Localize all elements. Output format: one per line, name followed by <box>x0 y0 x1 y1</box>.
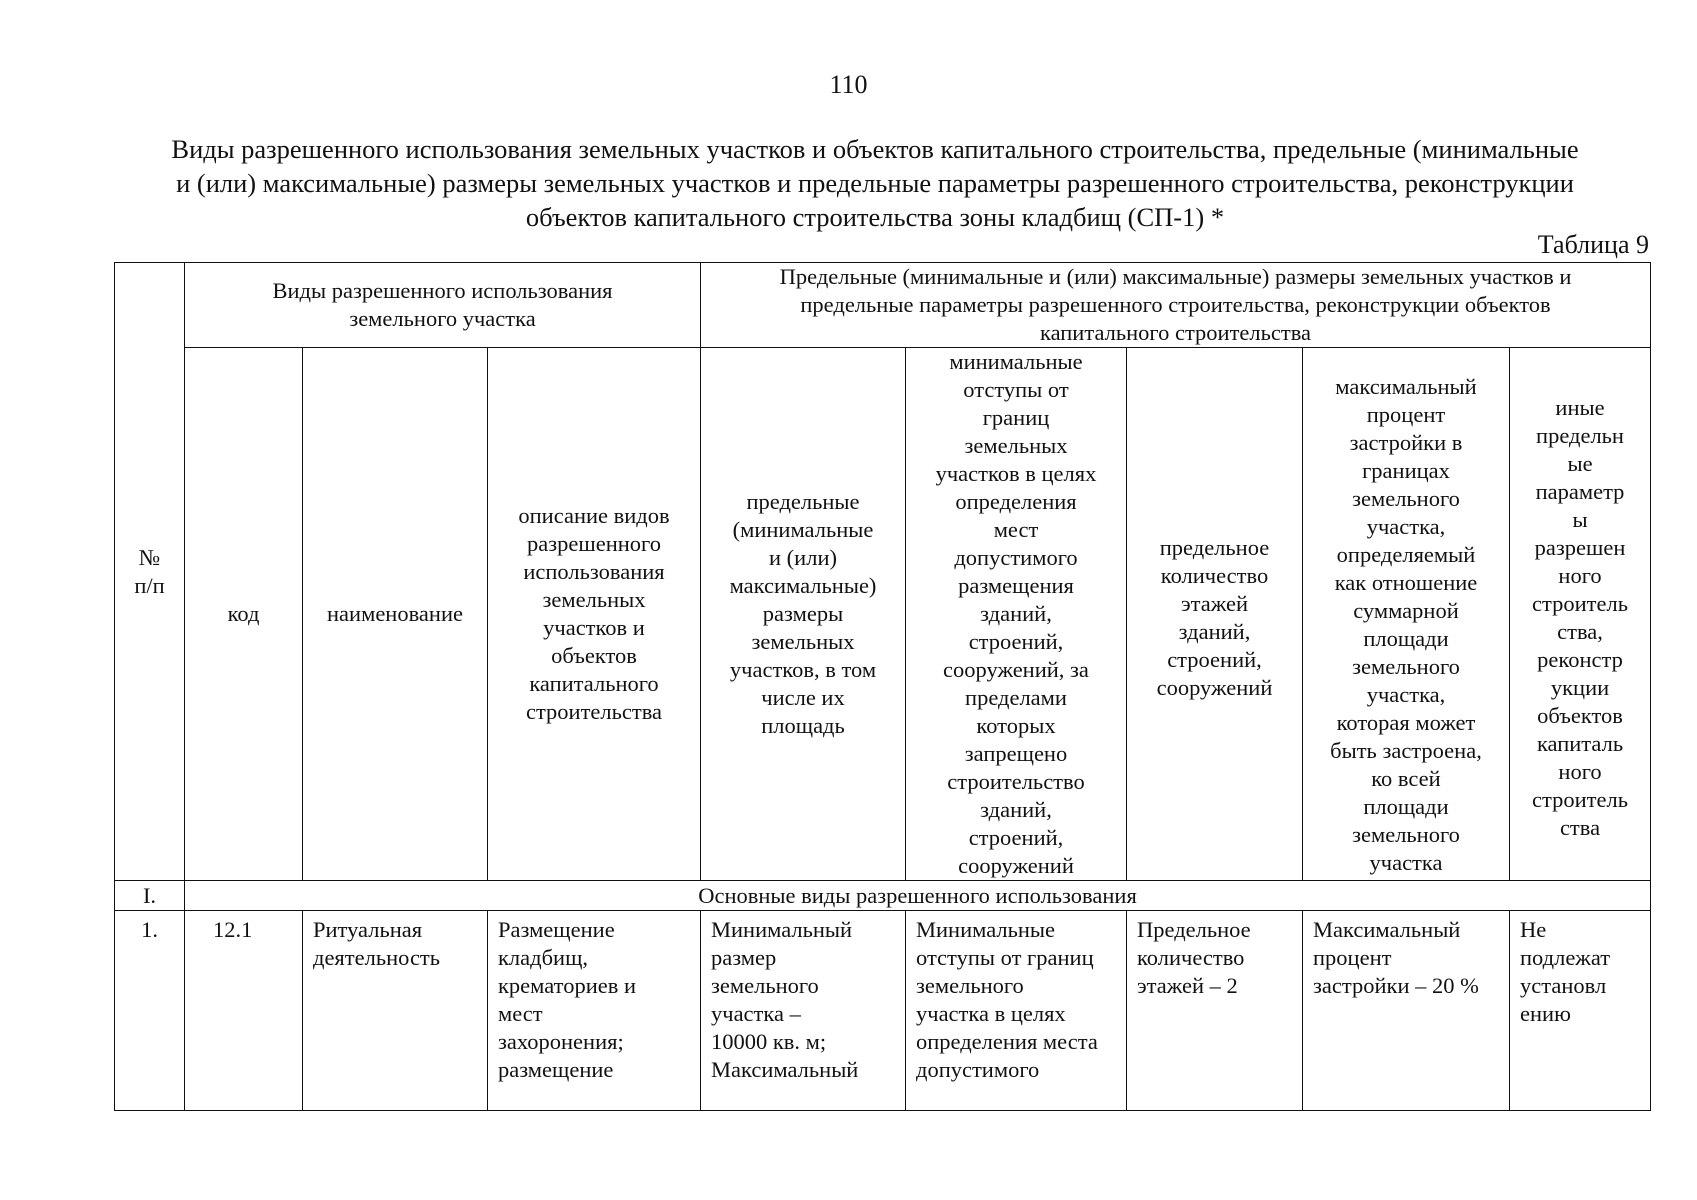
page-number: 110 <box>829 70 868 99</box>
header-cell-coverage <box>1303 348 1510 881</box>
header-text: участков, в том <box>729 657 877 682</box>
cell-text: Предельное <box>1137 917 1251 942</box>
header-text: укции <box>1550 675 1610 700</box>
header-cell-limit-parameters <box>701 263 1651 348</box>
header-text: как отношение <box>1334 570 1478 595</box>
section-number: I. <box>115 881 185 911</box>
header-text: участков в целях <box>935 461 1097 486</box>
row-floors <box>1127 911 1303 1111</box>
header-text: числе их <box>761 685 845 710</box>
header-text: земельного участка <box>349 306 536 331</box>
header-text: застройки в <box>1349 430 1463 455</box>
header-text: процент <box>1366 402 1446 427</box>
header-text: отступы от <box>963 377 1069 402</box>
row-number: 1. <box>115 911 185 1111</box>
header-text: зданий, <box>1178 619 1251 644</box>
header-text: границах <box>1362 458 1450 483</box>
cell-text: процент <box>1313 945 1392 970</box>
row-other-parameters <box>1510 911 1651 1111</box>
header-cell-description <box>488 348 701 881</box>
header-text: ы <box>1572 507 1588 532</box>
title-line: объектов капитального строительства зоны кладбищ (СП-1) * <box>525 202 1225 232</box>
header-cell-name: наименование <box>303 348 488 881</box>
cell-text: участка в целях <box>916 1001 1066 1026</box>
header-text: максимальные) <box>729 573 877 598</box>
header-text: земельных <box>542 587 646 612</box>
land-use-table <box>114 262 1651 1111</box>
header-text: строений, <box>968 629 1064 654</box>
header-text: № <box>138 544 161 570</box>
header-text: максимальный <box>1335 374 1477 399</box>
header-text: иные <box>1555 395 1605 420</box>
header-text: земельных <box>964 433 1068 458</box>
header-text: ного <box>1558 759 1602 784</box>
cell-text: установл <box>1520 973 1607 998</box>
header-cell-other-parameters <box>1510 348 1651 881</box>
cell-text: кладбищ, <box>498 945 589 970</box>
header-text: мест <box>993 517 1039 542</box>
header-text: пределами <box>965 685 1067 710</box>
header-cell-setbacks <box>906 348 1127 881</box>
header-text: ые <box>1567 451 1593 476</box>
header-text: сооружений, за <box>943 657 1089 682</box>
header-text: (минимальные <box>732 517 874 542</box>
header-text: капитального строительства <box>1039 320 1312 345</box>
header-text: разрешен <box>1534 535 1626 560</box>
header-text: строитель <box>1532 787 1628 812</box>
cell-text: размещение <box>498 1057 614 1082</box>
title-line: и (или) максимальные) размеры земельных участков и предельные параметры разрешенного строительства, реконструкции <box>176 168 1574 198</box>
header-text: которых <box>976 713 1056 738</box>
row-plot-size <box>701 911 906 1111</box>
header-text: минимальные <box>949 349 1083 374</box>
header-text: сооружений <box>958 853 1074 878</box>
table-label: Таблица 9 <box>1537 230 1649 259</box>
header-text: этажей <box>1180 591 1249 616</box>
header-text: размещения <box>958 573 1074 598</box>
header-text: участка, <box>1366 514 1446 539</box>
header-cell-floors <box>1127 348 1303 881</box>
section-title: Основные виды разрешенного использования <box>185 881 1651 911</box>
header-text: предельное <box>1159 535 1270 560</box>
header-text: земельных <box>751 629 855 654</box>
cell-text: крематориев и <box>498 973 637 998</box>
header-text: строитель <box>1532 591 1628 616</box>
header-text: площади <box>1363 626 1449 651</box>
header-row-columns <box>115 348 1651 881</box>
header-text: объектов <box>1537 703 1623 728</box>
document-title <box>110 132 1640 234</box>
cell-text: этажей – 2 <box>1137 973 1238 998</box>
section-row <box>115 881 1651 911</box>
header-text: строительства <box>525 699 663 724</box>
row-description <box>488 911 701 1111</box>
header-text: определения <box>955 489 1077 514</box>
cell-text: Размещение <box>498 917 615 942</box>
header-text: площадь <box>761 713 845 738</box>
header-text: капиталь <box>1536 731 1624 756</box>
row-coverage <box>1303 911 1510 1111</box>
header-text: размеры <box>762 601 844 626</box>
row-setbacks <box>906 911 1127 1111</box>
cell-text: захоронения; <box>498 1029 624 1054</box>
row-name <box>303 911 488 1111</box>
header-text: и (или) <box>769 545 837 570</box>
cell-text: Максимальный <box>711 1057 859 1082</box>
header-text: которая может <box>1336 710 1476 735</box>
header-text: зданий, <box>980 797 1052 822</box>
header-text: ства <box>1559 815 1601 840</box>
header-text: описание видов <box>518 503 670 528</box>
header-text: объектов <box>551 643 637 668</box>
row-code: 12.1 <box>185 911 303 1111</box>
header-text: реконстр <box>1537 647 1623 672</box>
header-text: быть застроена, <box>1330 738 1482 763</box>
cell-text: подлежат <box>1520 945 1611 970</box>
cell-text: Минимальные <box>916 917 1056 942</box>
header-text: зданий, <box>980 601 1052 626</box>
header-text: ного <box>1558 563 1602 588</box>
header-text: земельного <box>1352 822 1460 847</box>
header-text: параметр <box>1535 479 1625 504</box>
header-cell-plot-size <box>701 348 906 881</box>
header-text: участков и <box>543 615 645 640</box>
cell-text: Не <box>1520 917 1547 942</box>
cell-text: размер <box>711 945 777 970</box>
header-text: границ <box>982 405 1050 430</box>
header-text: ства, <box>1557 619 1603 644</box>
cell-text: земельного <box>711 973 819 998</box>
header-text: разрешенного <box>527 531 661 556</box>
table-row <box>115 911 1651 1111</box>
cell-text: допустимого <box>916 1057 1040 1082</box>
cell-text: ению <box>1520 1001 1571 1026</box>
header-text: предельные <box>746 489 860 514</box>
header-text: площади <box>1363 794 1449 819</box>
header-text: строений, <box>1167 647 1262 672</box>
cell-text: участка – <box>711 1001 801 1026</box>
cell-text: застройки – 20 % <box>1313 973 1479 998</box>
header-text: земельного <box>1352 486 1460 511</box>
header-row-groups <box>115 263 1651 348</box>
header-text: капитального <box>529 671 659 696</box>
cell-text: земельного <box>916 973 1024 998</box>
header-text: использования <box>523 559 665 584</box>
header-text: предельные параметры разрешенного строительства, реконструкции объектов <box>800 292 1551 317</box>
header-text: суммарной <box>1353 598 1459 623</box>
header-text: п/п <box>134 572 165 598</box>
cell-text: деятельность <box>313 945 441 970</box>
cell-text: определения места <box>916 1029 1098 1054</box>
header-text: предельн <box>1536 423 1624 448</box>
header-text: строительство <box>947 769 1085 794</box>
header-cell-code: код <box>185 348 303 881</box>
header-text: участка, <box>1366 682 1446 707</box>
header-text: допустимого <box>954 545 1078 570</box>
header-cell-number <box>115 263 185 881</box>
header-text: количество <box>1160 563 1269 588</box>
title-line: Виды разрешенного использования земельных участков и объектов капитального строительства, предельные (минимальные <box>171 134 1579 164</box>
cell-text: отступы от границ <box>916 945 1094 970</box>
header-text: Предельные (минимальные и (или) максимальные) размеры земельных участков и <box>779 264 1572 289</box>
cell-text: мест <box>498 1001 543 1026</box>
header-text: участка <box>1369 850 1443 875</box>
header-text: определяемый <box>1336 542 1476 567</box>
header-text: земельного <box>1352 654 1460 679</box>
header-text: запрещено <box>964 741 1068 766</box>
header-text: строений, <box>968 825 1064 850</box>
header-text: сооружений <box>1156 675 1273 700</box>
cell-text: количество <box>1137 945 1245 970</box>
header-text: Виды разрешенного использования <box>272 278 613 303</box>
cell-text: Максимальный <box>1313 917 1461 942</box>
cell-text: Минимальный <box>711 917 853 942</box>
header-text: ко всей <box>1371 766 1441 791</box>
header-cell-land-use-types <box>185 263 701 348</box>
cell-text: Ритуальная <box>313 917 423 942</box>
cell-text: 10000 кв. м; <box>711 1029 827 1054</box>
